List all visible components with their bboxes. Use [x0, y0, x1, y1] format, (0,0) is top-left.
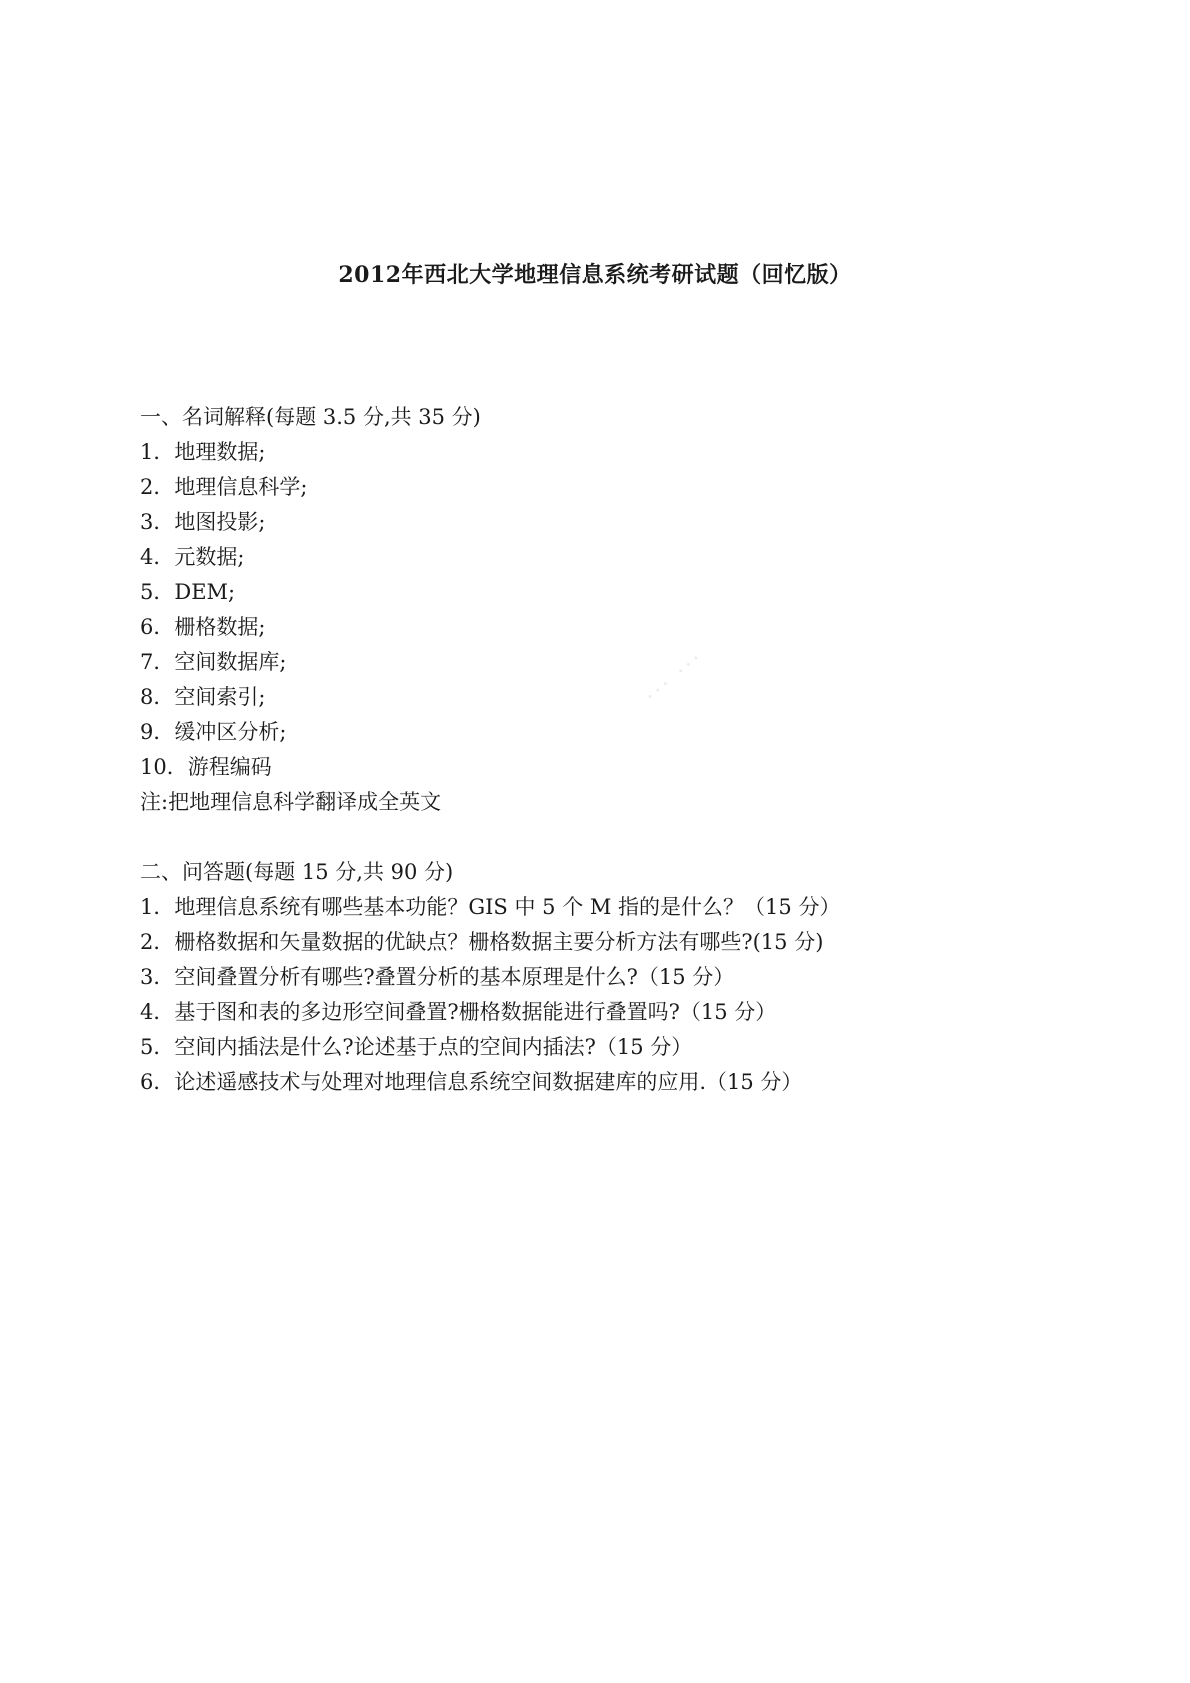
term-item: 10．游程编码	[140, 755, 272, 779]
faint-watermark: ··· ···	[640, 645, 710, 710]
exam-content	[140, 400, 1140, 1100]
question-item: 3．空间叠置分析有哪些?叠置分析的基本原理是什么?（15 分）	[140, 965, 735, 989]
section-1-note: 注:把地理信息科学翻译成全英文	[140, 790, 442, 814]
question-item: 4．基于图和表的多边形空间叠置?栅格数据能进行叠置吗?（15 分）	[140, 1000, 777, 1024]
term-item: 9．缓冲区分析;	[140, 720, 287, 744]
term-item: 7．空间数据库;	[140, 650, 287, 674]
section-1-heading: 一、名词解释(每题 3.5 分,共 35 分)	[140, 405, 481, 429]
term-item: 3．地图投影;	[140, 510, 266, 534]
term-item: 6．栅格数据;	[140, 615, 266, 639]
term-item: 1．地理数据;	[140, 440, 266, 464]
section-2-heading: 二、问答题(每题 15 分,共 90 分)	[140, 860, 454, 884]
page-title: 2012年西北大学地理信息系统考研试题（回忆版）	[338, 262, 852, 288]
question-item: 6．论述遥感技术与处理对地理信息系统空间数据建库的应用.（15 分）	[140, 1070, 803, 1094]
question-item: 2．栅格数据和矢量数据的优缺点？栅格数据主要分析方法有哪些?(15 分)	[140, 930, 824, 954]
question-item: 5．空间内插法是什么?论述基于点的空间内插法?（15 分）	[140, 1035, 693, 1059]
term-item: 5．DEM;	[140, 580, 236, 604]
term-item: 4．元数据;	[140, 545, 245, 569]
question-item: 1．地理信息系统有哪些基本功能？GIS 中 5 个 M 指的是什么？（15 分）	[140, 895, 841, 919]
term-item: 2．地理信息科学;	[140, 475, 308, 499]
section-divider	[140, 820, 1140, 855]
term-item: 8．空间索引;	[140, 685, 266, 709]
